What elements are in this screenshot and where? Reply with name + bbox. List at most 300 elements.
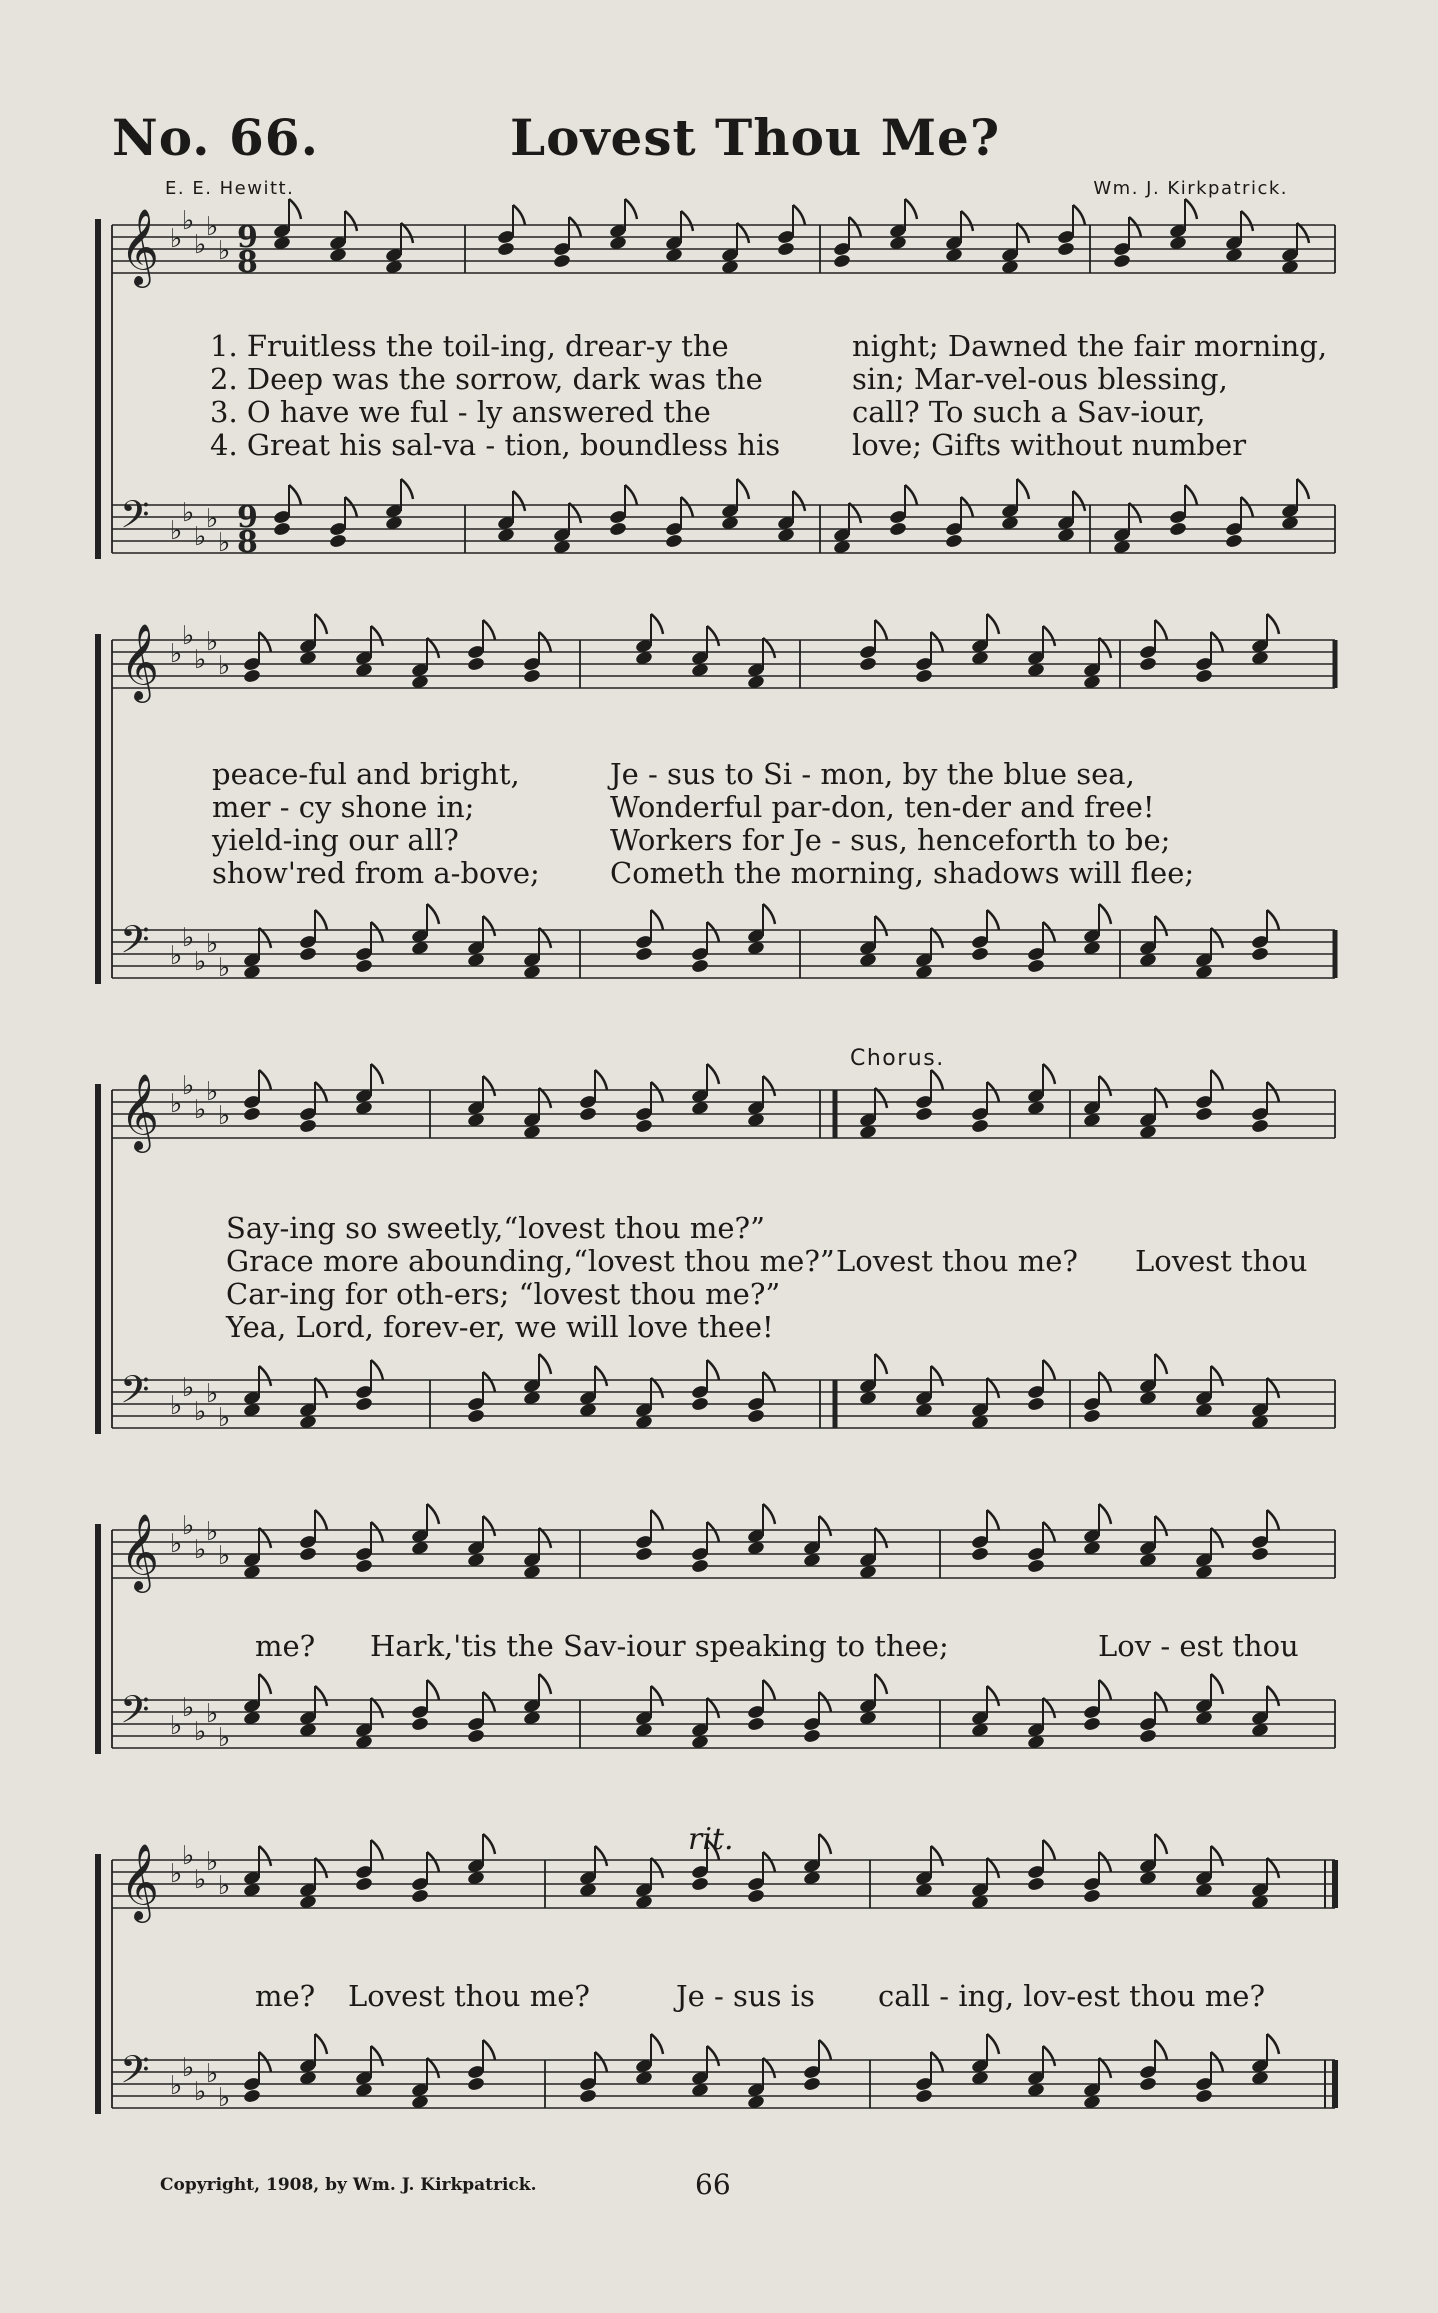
note-head	[833, 253, 852, 269]
flat-icon: ♭	[182, 206, 195, 236]
note-flag	[401, 479, 413, 499]
note-flag	[315, 910, 327, 930]
note-flag	[371, 1698, 383, 1718]
note-flag	[1129, 217, 1141, 237]
note-flag	[539, 1088, 551, 1108]
note-flag	[1155, 916, 1167, 936]
lyric-line: me?	[255, 1979, 316, 2013]
note-flag	[651, 910, 663, 930]
hymn-title: Lovest Thou Me?	[510, 108, 1001, 167]
flat-icon: ♭	[206, 1077, 219, 1107]
note-flag	[315, 1082, 327, 1102]
note-flag	[1267, 1510, 1279, 1530]
note-flag	[427, 1680, 439, 1700]
note-flag	[259, 1846, 271, 1866]
flat-icon: ♭	[170, 1529, 183, 1559]
note-flag	[651, 614, 663, 634]
note-head	[747, 1408, 766, 1424]
lyric-line: Say-ing so sweetly,“lovest thou me?”	[226, 1211, 765, 1245]
note-head	[915, 668, 934, 684]
note-head	[411, 1888, 430, 1904]
note-flag	[1211, 1366, 1223, 1386]
note-head	[299, 946, 318, 962]
lyricist-credit: E. E. Hewitt.	[165, 178, 295, 199]
note-flag	[763, 1852, 775, 1872]
note-flag	[1043, 1522, 1055, 1542]
lyric-line: Yea, Lord, forev-er, we will love thee!	[226, 1310, 774, 1344]
note-flag	[427, 904, 439, 924]
lyric-line: 2. Deep was the sorrow, dark was the	[210, 362, 763, 396]
note-flag	[1211, 1674, 1223, 1694]
time-signature-top: 9	[237, 500, 258, 535]
note-flag	[1017, 479, 1029, 499]
lyric-line: show'red from a-bove;	[212, 856, 540, 890]
note-head	[467, 1408, 486, 1424]
note-flag	[1017, 223, 1029, 243]
note-flag	[1043, 1840, 1055, 1860]
lyric-line: Lovest thou me?	[348, 1979, 590, 2013]
lyric-line: love; Gifts without number	[852, 428, 1247, 462]
note-flag	[1211, 928, 1223, 948]
note-head	[1139, 2076, 1158, 2092]
note-flag	[849, 503, 861, 523]
note-head	[523, 668, 542, 684]
note-flag	[1043, 2046, 1055, 2066]
note-head	[803, 2076, 822, 2092]
composer-credit: Wm. J. Kirkpatrick.	[1093, 178, 1288, 199]
flat-icon: ♭	[206, 1847, 219, 1877]
note-flag	[483, 1516, 495, 1536]
note-flag	[259, 928, 271, 948]
note-flag	[931, 1366, 943, 1386]
note-flag	[595, 1070, 607, 1090]
lyric-line: Wonderful par-don, ten-der and free!	[610, 790, 1155, 824]
lyric-line: 4. Great his sal-va - tion, boundless his	[210, 428, 781, 462]
lyric-line: sin; Mar-vel-ous blessing,	[852, 362, 1228, 396]
note-flag	[707, 1064, 719, 1084]
flat-icon: ♭	[206, 627, 219, 657]
note-flag	[763, 2058, 775, 2078]
note-flag	[681, 497, 693, 517]
note-flag	[987, 2034, 999, 2054]
note-flag	[1043, 626, 1055, 646]
lyric-line: me?	[255, 1629, 316, 1663]
note-head	[243, 1106, 262, 1122]
flat-icon: ♭	[182, 1693, 195, 1723]
lyric-line: Cometh the morning, shadows will flee;	[610, 856, 1195, 890]
note-flag	[763, 1680, 775, 1700]
note-flag	[569, 503, 581, 523]
note-flag	[819, 2040, 831, 2060]
note-head	[1027, 1876, 1046, 1892]
note-flag	[905, 199, 917, 219]
note-flag	[931, 632, 943, 652]
note-head	[355, 1558, 374, 1574]
note-flag	[1155, 1834, 1167, 1854]
flat-icon: ♭	[170, 1711, 183, 1741]
note-head	[1251, 1546, 1270, 1562]
note-flag	[483, 620, 495, 640]
note-flag	[961, 497, 973, 517]
note-flag	[651, 1510, 663, 1530]
flat-icon: ♭	[170, 941, 183, 971]
note-head	[273, 521, 292, 537]
note-flag	[1185, 485, 1197, 505]
note-head	[1057, 241, 1076, 257]
note-flag	[987, 1686, 999, 1706]
note-head	[1225, 533, 1244, 549]
note-flag	[371, 2046, 383, 2066]
note-flag	[513, 205, 525, 225]
note-flag	[315, 1510, 327, 1530]
flat-icon: ♭	[194, 230, 207, 260]
note-flag	[1043, 1698, 1055, 1718]
note-flag	[483, 1372, 495, 1392]
note-flag	[651, 1686, 663, 1706]
bass-clef-icon: 𝄢	[120, 1367, 150, 1421]
flat-icon: ♭	[182, 1511, 195, 1541]
note-flag	[961, 211, 973, 231]
flat-icon: ♭	[194, 947, 207, 977]
flat-icon: ♭	[182, 923, 195, 953]
note-flag	[1241, 497, 1253, 517]
note-flag	[763, 1076, 775, 1096]
bass-clef-icon: 𝄢	[120, 2047, 150, 2101]
flat-icon: ♭	[170, 2071, 183, 2101]
note-flag	[259, 1674, 271, 1694]
note-flag	[315, 2034, 327, 2054]
flat-icon: ♭	[218, 528, 231, 558]
lyric-line: Lovest thou	[1135, 1244, 1308, 1278]
note-head	[329, 533, 348, 549]
note-flag	[875, 1088, 887, 1108]
note-flag	[289, 199, 301, 219]
note-flag	[793, 205, 805, 225]
flat-icon: ♭	[218, 1403, 231, 1433]
note-flag	[819, 1834, 831, 1854]
flat-icon: ♭	[206, 212, 219, 242]
flat-icon: ♭	[218, 1871, 231, 1901]
note-flag	[259, 2052, 271, 2072]
note-head	[411, 1716, 430, 1732]
ritardando-mark: rit.	[688, 1822, 734, 1857]
note-flag	[1267, 1378, 1279, 1398]
treble-clef-icon: 𝄞	[120, 1843, 160, 1920]
note-flag	[1241, 211, 1253, 231]
note-head	[971, 1546, 990, 1562]
lyric-line: Je - sus to Si - mon, by the blue sea,	[610, 757, 1135, 791]
lyric-line: Lov - est thou	[1098, 1629, 1299, 1663]
note-flag	[707, 1522, 719, 1542]
bass-clef-icon: 𝄢	[120, 1687, 150, 1741]
note-flag	[651, 1082, 663, 1102]
flat-icon: ♭	[170, 516, 183, 546]
note-flag	[875, 620, 887, 640]
note-flag	[289, 485, 301, 505]
note-flag	[1185, 199, 1197, 219]
note-head	[691, 958, 710, 974]
treble-clef-icon: 𝄞	[120, 208, 160, 285]
note-flag	[1267, 614, 1279, 634]
note-flag	[1211, 2052, 1223, 2072]
note-flag	[1099, 1852, 1111, 1872]
note-flag	[931, 928, 943, 948]
note-head	[1195, 1106, 1214, 1122]
note-head	[1251, 946, 1270, 962]
note-flag	[1043, 1360, 1055, 1380]
note-flag	[1043, 922, 1055, 942]
note-flag	[763, 904, 775, 924]
note-flag	[1099, 1504, 1111, 1524]
note-flag	[625, 485, 637, 505]
note-flag	[483, 916, 495, 936]
lyric-line: Je - sus is	[676, 1979, 815, 2013]
note-flag	[651, 1858, 663, 1878]
note-flag	[1099, 1076, 1111, 1096]
note-flag	[1211, 1846, 1223, 1866]
note-flag	[259, 1070, 271, 1090]
note-flag	[401, 223, 413, 243]
copyright-notice: Copyright, 1908, by Wm. J. Kirkpatrick.	[160, 2175, 537, 2195]
flat-icon: ♭	[194, 645, 207, 675]
note-flag	[651, 2034, 663, 2054]
note-flag	[345, 211, 357, 231]
flat-icon: ♭	[218, 1541, 231, 1571]
note-flag	[595, 1366, 607, 1386]
note-head	[299, 1546, 318, 1562]
flat-icon: ♭	[218, 1723, 231, 1753]
note-flag	[315, 1858, 327, 1878]
note-flag	[371, 1840, 383, 1860]
flat-icon: ♭	[218, 953, 231, 983]
note-flag	[259, 1528, 271, 1548]
note-flag	[1155, 1088, 1167, 1108]
flat-icon: ♭	[218, 651, 231, 681]
note-flag	[987, 1510, 999, 1530]
note-flag	[651, 1378, 663, 1398]
note-head	[243, 2088, 262, 2104]
note-flag	[315, 1378, 327, 1398]
note-flag	[539, 1674, 551, 1694]
note-head	[1027, 1396, 1046, 1412]
note-flag	[539, 1354, 551, 1374]
note-head	[777, 241, 796, 257]
note-head	[1083, 1888, 1102, 1904]
note-flag	[315, 1686, 327, 1706]
treble-clef-icon: 𝄞	[120, 623, 160, 700]
lyric-line: Car-ing for oth-ers; “lovest thou me?”	[226, 1277, 781, 1311]
note-flag	[707, 1360, 719, 1380]
note-head	[635, 1118, 654, 1134]
note-flag	[315, 614, 327, 634]
note-flag	[259, 632, 271, 652]
note-flag	[819, 1692, 831, 1712]
note-head	[1139, 656, 1158, 672]
note-flag	[1297, 479, 1309, 499]
note-flag	[707, 2046, 719, 2066]
flat-icon: ♭	[182, 1841, 195, 1871]
note-flag	[987, 1082, 999, 1102]
flat-icon: ♭	[194, 1095, 207, 1125]
note-head	[691, 1876, 710, 1892]
note-head	[1083, 1716, 1102, 1732]
note-head	[889, 521, 908, 537]
note-flag	[1099, 638, 1111, 658]
note-flag	[1267, 1686, 1279, 1706]
note-flag	[737, 479, 749, 499]
note-flag	[875, 1528, 887, 1548]
note-flag	[427, 1504, 439, 1524]
flat-icon: ♭	[194, 1397, 207, 1427]
note-head	[1169, 521, 1188, 537]
flat-icon: ♭	[170, 224, 183, 254]
note-flag	[483, 1834, 495, 1854]
page-number: 66	[695, 2168, 731, 2201]
note-flag	[483, 2040, 495, 2060]
note-flag	[793, 491, 805, 511]
note-head	[915, 1106, 934, 1122]
note-head	[355, 958, 374, 974]
flat-icon: ♭	[194, 1717, 207, 1747]
lyric-line: Lovest thou me?	[836, 1244, 1078, 1278]
flat-icon: ♭	[182, 621, 195, 651]
note-flag	[931, 1846, 943, 1866]
note-head	[635, 1546, 654, 1562]
note-flag	[987, 1858, 999, 1878]
note-head	[915, 2088, 934, 2104]
note-flag	[539, 632, 551, 652]
note-head	[1113, 253, 1132, 269]
note-head	[1083, 1408, 1102, 1424]
flat-icon: ♭	[182, 2053, 195, 2083]
note-flag	[371, 626, 383, 646]
note-head	[467, 656, 486, 672]
note-flag	[1267, 2034, 1279, 2054]
flat-icon: ♭	[182, 1373, 195, 1403]
note-flag	[595, 1846, 607, 1866]
note-flag	[595, 2052, 607, 2072]
lyric-line: Hark,'tis the Sav-iour speaking to thee;	[370, 1629, 949, 1663]
flat-icon: ♭	[182, 1071, 195, 1101]
note-flag	[1297, 223, 1309, 243]
note-flag	[763, 638, 775, 658]
lyric-line: night; Dawned the fair morning,	[852, 329, 1328, 363]
flat-icon: ♭	[206, 929, 219, 959]
note-head	[497, 241, 516, 257]
note-flag	[1267, 910, 1279, 930]
note-head	[1195, 2088, 1214, 2104]
note-head	[1195, 668, 1214, 684]
flat-icon: ♭	[218, 236, 231, 266]
note-flag	[259, 1366, 271, 1386]
note-head	[803, 1728, 822, 1744]
note-flag	[819, 1516, 831, 1536]
note-head	[691, 1558, 710, 1574]
note-head	[747, 1716, 766, 1732]
flat-icon: ♭	[194, 1535, 207, 1565]
note-flag	[707, 1698, 719, 1718]
flat-icon: ♭	[206, 1699, 219, 1729]
lyric-line: Grace more abounding,“lovest thou me?”	[226, 1244, 835, 1278]
treble-clef-icon: 𝄞	[120, 1073, 160, 1150]
time-signature-bottom: 8	[237, 245, 258, 280]
bass-clef-icon: 𝄢	[120, 917, 150, 971]
note-flag	[763, 1372, 775, 1392]
note-flag	[513, 491, 525, 511]
flat-icon: ♭	[194, 522, 207, 552]
time-signature-bottom: 8	[237, 525, 258, 560]
note-flag	[1099, 1372, 1111, 1392]
flat-icon: ♭	[170, 639, 183, 669]
note-head	[747, 1888, 766, 1904]
note-flag	[345, 497, 357, 517]
note-flag	[625, 199, 637, 219]
note-flag	[539, 1528, 551, 1548]
note-head	[635, 946, 654, 962]
note-flag	[931, 2052, 943, 2072]
bass-clef-icon: 𝄢	[120, 492, 150, 546]
note-flag	[483, 1076, 495, 1096]
flat-icon: ♭	[206, 2059, 219, 2089]
note-head	[1027, 958, 1046, 974]
lyric-line: 3. O have we ful - ly answered the	[210, 395, 711, 429]
note-flag	[987, 910, 999, 930]
note-flag	[931, 1070, 943, 1090]
note-flag	[987, 1378, 999, 1398]
note-head	[665, 533, 684, 549]
note-flag	[371, 1064, 383, 1084]
note-flag	[1155, 2040, 1167, 2060]
note-flag	[763, 1504, 775, 1524]
note-head	[467, 1728, 486, 1744]
note-flag	[427, 1852, 439, 1872]
flat-icon: ♭	[218, 1101, 231, 1131]
note-flag	[707, 922, 719, 942]
flat-icon: ♭	[182, 498, 195, 528]
note-flag	[427, 638, 439, 658]
note-flag	[737, 223, 749, 243]
note-head	[1251, 1118, 1270, 1134]
note-flag	[483, 1692, 495, 1712]
note-head	[355, 1876, 374, 1892]
note-flag	[371, 1522, 383, 1542]
note-flag	[681, 211, 693, 231]
note-flag	[1073, 491, 1085, 511]
flat-icon: ♭	[206, 1379, 219, 1409]
lyric-line: 1. Fruitless the toil-ing, drear-y the	[210, 329, 729, 363]
lyric-line: mer - cy shone in;	[212, 790, 475, 824]
lyric-line: yield-ing our all?	[212, 823, 459, 857]
note-flag	[1099, 904, 1111, 924]
note-flag	[371, 922, 383, 942]
note-head	[945, 533, 964, 549]
note-head	[691, 1396, 710, 1412]
note-flag	[1129, 503, 1141, 523]
note-flag	[1211, 1528, 1223, 1548]
note-flag	[1267, 1082, 1279, 1102]
note-flag	[1099, 1680, 1111, 1700]
note-flag	[707, 626, 719, 646]
note-head	[355, 1396, 374, 1412]
flat-icon: ♭	[170, 1859, 183, 1889]
note-head	[467, 2076, 486, 2092]
note-head	[1139, 1728, 1158, 1744]
note-head	[1027, 1558, 1046, 1574]
note-flag	[427, 2058, 439, 2078]
note-flag	[1155, 1354, 1167, 1374]
chorus-label: Chorus.	[850, 1046, 945, 1071]
note-flag	[1211, 632, 1223, 652]
